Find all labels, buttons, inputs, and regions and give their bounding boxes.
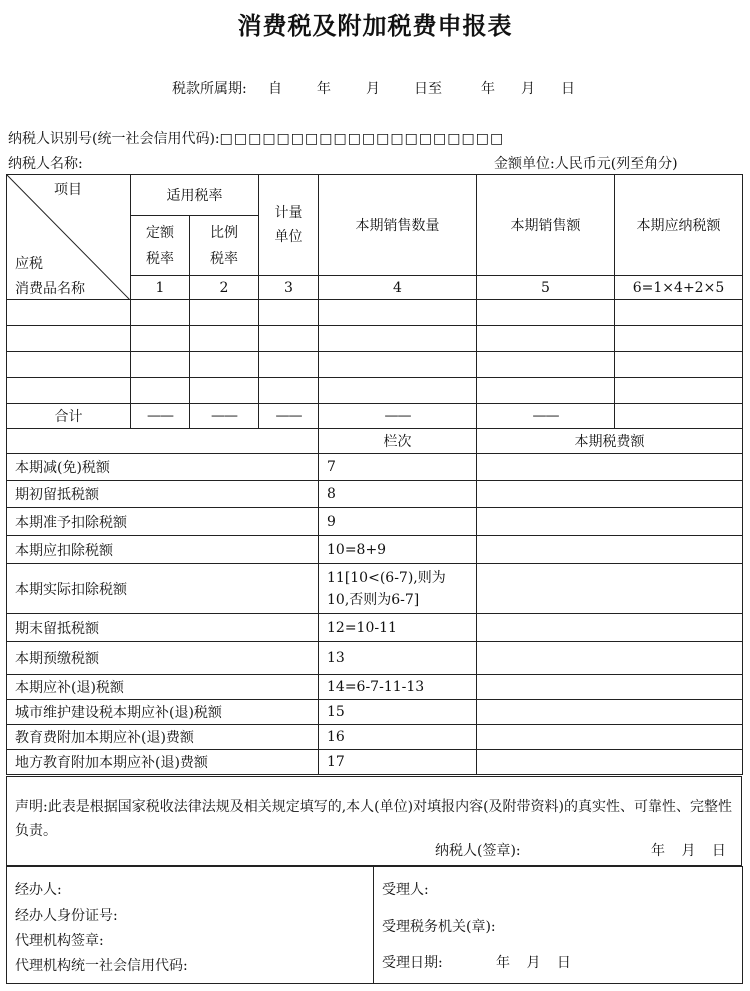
entry-cell[interactable] xyxy=(319,326,477,352)
org-code-label: 代理机构统一社会信用代码: xyxy=(15,958,188,974)
table-row xyxy=(7,352,743,378)
rate-fixed-header xyxy=(131,216,190,276)
sales-header: 本期销售额 xyxy=(477,175,615,276)
rate-prop-header xyxy=(190,216,259,276)
col-num-1: 1 xyxy=(131,276,190,300)
row-col-line-2: 10,否则为6-7] xyxy=(327,591,420,608)
entry-cell[interactable] xyxy=(190,378,259,404)
value-label-header: 本期税费额 xyxy=(477,429,743,454)
row-col: 7 xyxy=(319,454,477,481)
row-label: 期初留抵税额 xyxy=(7,481,319,508)
taxpayer-id-label: 纳税人识别号(统一社会信用代码): xyxy=(8,131,220,147)
row-col: 10=8+9 xyxy=(319,536,477,564)
total-label: 合计 xyxy=(7,404,131,429)
col-num-3: 3 xyxy=(259,276,319,300)
period-year-2: 年 xyxy=(481,81,495,97)
entry-cell[interactable] xyxy=(190,300,259,326)
entry-cell[interactable] xyxy=(615,326,743,352)
total-row xyxy=(7,404,743,429)
col-num-2: 2 xyxy=(190,276,259,300)
unit-header-2: 单位 xyxy=(274,229,303,245)
entry-cell[interactable] xyxy=(259,352,319,378)
table-row xyxy=(7,481,743,508)
entry-cell[interactable] xyxy=(131,300,190,326)
declaration-date: 年 月 日 xyxy=(651,843,726,859)
row-col xyxy=(319,564,477,614)
declaration-sign: 纳税人(签章): xyxy=(435,843,521,859)
agent-cell xyxy=(7,867,374,984)
entry-cell[interactable] xyxy=(477,378,615,404)
total-dash: —— xyxy=(259,404,319,429)
period-month: 月 xyxy=(366,81,380,97)
receiver-label: 受理人: xyxy=(382,882,429,898)
row-col: 12=10-11 xyxy=(319,614,477,642)
table-row xyxy=(7,564,743,614)
entry-cell[interactable] xyxy=(259,326,319,352)
row-label: 地方教育附加本期应补(退)费额 xyxy=(7,750,319,775)
table-row xyxy=(7,508,743,536)
row-label: 本期减(免)税额 xyxy=(7,454,319,481)
table-row xyxy=(7,700,743,725)
row-value-cell[interactable] xyxy=(477,508,743,536)
table-row xyxy=(7,642,743,675)
table-row xyxy=(7,675,743,700)
entry-cell[interactable] xyxy=(319,300,477,326)
row-label: 教育费附加本期应补(退)费额 xyxy=(7,725,319,750)
row-col: 9 xyxy=(319,508,477,536)
row-value-cell[interactable] xyxy=(477,700,743,725)
receiver-cell xyxy=(374,867,743,984)
row-label: 城市维护建设税本期应补(退)税额 xyxy=(7,700,319,725)
row-value-cell[interactable] xyxy=(477,675,743,700)
col-label-header: 栏次 xyxy=(319,429,477,454)
col-num-4: 4 xyxy=(319,276,477,300)
receive-date-label: 受理日期: xyxy=(382,955,443,971)
entry-cell[interactable] xyxy=(7,300,131,326)
period-year: 年 xyxy=(317,81,331,97)
declaration-text: 声明:此表是根据国家税收法律法规及相关规定填写的,本人(单位)对填报内容(及附带资料)的真实性、可靠性、完整性负责。 xyxy=(15,799,733,839)
table-row xyxy=(7,725,743,750)
row-label: 期末留抵税额 xyxy=(7,614,319,642)
row-col: 16 xyxy=(319,725,477,750)
signature-box xyxy=(6,866,743,984)
entry-cell[interactable] xyxy=(477,326,615,352)
item-header: 项目 xyxy=(54,182,82,198)
total-dash: —— xyxy=(319,404,477,429)
entry-cell[interactable] xyxy=(259,300,319,326)
row-value-cell[interactable] xyxy=(477,564,743,614)
row-col: 8 xyxy=(319,481,477,508)
entry-cell[interactable] xyxy=(615,352,743,378)
col-num-5: 5 xyxy=(477,276,615,300)
entry-cell[interactable] xyxy=(7,378,131,404)
unit-header xyxy=(259,175,319,276)
rate-fixed-1: 定额 xyxy=(146,224,174,241)
table-row xyxy=(7,750,743,775)
agent-label: 经办人: xyxy=(15,882,62,898)
declaration-box xyxy=(6,776,742,866)
row-col: 17 xyxy=(319,750,477,775)
period-day-to: 日至 xyxy=(414,81,442,97)
rate-prop-2: 税率 xyxy=(210,250,238,267)
entry-cell[interactable] xyxy=(477,300,615,326)
total-tax-cell[interactable] xyxy=(615,404,743,429)
entry-cell[interactable] xyxy=(7,326,131,352)
row-col: 13 xyxy=(319,642,477,675)
entry-cell[interactable] xyxy=(131,326,190,352)
form-title: 消费税及附加税费申报表 xyxy=(237,12,513,40)
entry-cell[interactable] xyxy=(477,352,615,378)
row-label: 本期应扣除税额 xyxy=(7,536,319,564)
declaration-cell xyxy=(7,777,742,866)
tax-table xyxy=(6,174,743,775)
taxpayer-id-boxes[interactable]: □□□□□□□□□□□□□□□□□□□□ xyxy=(219,131,505,147)
period-day-2: 日 xyxy=(561,81,575,97)
sub-header-row xyxy=(7,429,743,454)
entry-cell[interactable] xyxy=(259,378,319,404)
org-seal-label: 代理机构签章: xyxy=(15,933,104,949)
rate-fixed-2: 税率 xyxy=(146,250,174,267)
row-value-cell[interactable] xyxy=(477,454,743,481)
row-label: 本期实际扣除税额 xyxy=(7,564,319,614)
total-dash: —— xyxy=(477,404,615,429)
entry-cell[interactable] xyxy=(7,352,131,378)
period-from: 自 xyxy=(268,81,282,97)
entry-cell[interactable] xyxy=(190,352,259,378)
table-row xyxy=(7,300,743,326)
row-value-cell[interactable] xyxy=(477,481,743,508)
total-dash: —— xyxy=(131,404,190,429)
entry-cell[interactable] xyxy=(131,352,190,378)
tax-header: 本期应纳税额 xyxy=(615,175,743,276)
entry-cell[interactable] xyxy=(190,326,259,352)
entry-cell[interactable] xyxy=(615,300,743,326)
table-row xyxy=(7,326,743,352)
agent-id-label: 经办人身份证号: xyxy=(15,908,118,924)
period-month-2: 月 xyxy=(521,81,535,97)
table-row xyxy=(7,536,743,564)
entry-cell[interactable] xyxy=(319,378,477,404)
row-value-cell[interactable] xyxy=(477,614,743,642)
row-label: 本期预缴税额 xyxy=(7,642,319,675)
row-col: 15 xyxy=(319,700,477,725)
row-value-cell[interactable] xyxy=(477,725,743,750)
row-label: 本期准予扣除税额 xyxy=(7,508,319,536)
col-num-6: 6=1×4+2×5 xyxy=(615,276,743,300)
qty-header: 本期销售数量 xyxy=(319,175,477,276)
row-value-cell[interactable] xyxy=(477,642,743,675)
tax-period-label: 税款所属期: xyxy=(172,81,247,97)
rate-prop-1: 比例 xyxy=(210,224,238,241)
taxpayer-name-label: 纳税人名称: xyxy=(8,156,83,172)
unit-header-1: 计量 xyxy=(274,205,303,221)
row-col: 14=6-7-11-13 xyxy=(319,675,477,700)
row-value-cell[interactable] xyxy=(477,750,743,775)
entry-cell[interactable] xyxy=(131,378,190,404)
taxpayer-id[interactable] xyxy=(8,128,504,148)
item-header-cell xyxy=(7,175,131,300)
row-label: 本期应补(退)税额 xyxy=(7,675,319,700)
entry-cell[interactable] xyxy=(615,378,743,404)
row-value-cell[interactable] xyxy=(477,536,743,564)
table-row xyxy=(7,378,743,404)
tax-office-label: 受理税务机关(章): xyxy=(382,919,496,935)
item-header-b2: 消费品名称 xyxy=(15,281,85,297)
total-dash: —— xyxy=(190,404,259,429)
rate-header: 适用税率 xyxy=(131,175,259,216)
item-header-b1: 应税 xyxy=(15,256,43,272)
receive-date-ymd: 年 月 日 xyxy=(496,955,571,971)
row-col-line-1: 11[10<(6-7),则为 xyxy=(327,569,446,586)
entry-cell[interactable] xyxy=(319,352,477,378)
amount-unit: 金额单位:人民币元(列至角分) xyxy=(494,156,678,172)
table-row xyxy=(7,614,743,642)
table-row xyxy=(7,454,743,481)
